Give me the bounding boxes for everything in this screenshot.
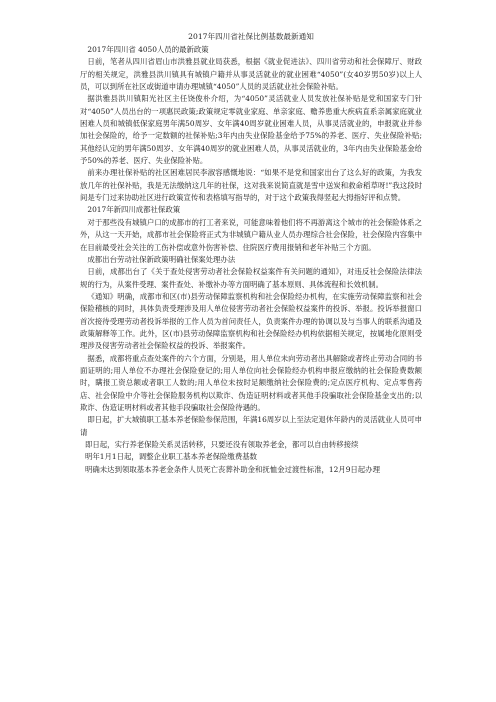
paragraph: 据悉，成都将重点查处案件的六个方面，分别是，用人单位未向劳动者出具解除或者终止劳动合同的书面证明的;用人单位不办理社会保险登记的;用人单位向社会保险经办机构申报应缴纳的社会保险费数额时，瞒报工资总额或者职工人数的;用人单位未按时足额缴纳社会保险费的;定点医疗机构、定点零售药店、社会保险中介等社会保险服务机构以欺诈、伪造证明材料或者其他手段骗取社会保险基金支出的;以欺诈、伪造证明材料或者其他手段骗取社会保险待遇的。 [80, 353, 422, 412]
paragraph: 据洪雅县洪川镇阳光社区主任饶俊朴介绍，为“4050”灵活就业人员发放社保补贴是党和国家专门针对“4050”人员出台的一项惠民政策;政策规定零就业家庭、单亲家庭、赡养患重大疾病直系亲属家庭就业困难人员和城镇低保家庭男年满50周岁、女年满40周岁就业困难人员，从事灵活就业的，申报就业并参加社会保险的，给予一定数额的社保补贴;3年内由失业保险基金给予75%的养老、医疗、失业保险补贴;其他经认定的男年满50周岁、女年满40周岁的就业困难人员，从事灵活就业的，3年内由失业保险基金给予50%的养老、医疗、失业保险补贴。 [80, 94, 422, 166]
paragraph: 即日起，实行养老保险关系灵活转移，只要还没有领取养老金，都可以自由转移接续 [85, 440, 359, 449]
section-heading: 2017年新四川成都社保政策 [87, 205, 181, 215]
paragraph: 日前，笔者从四川省眉山市洪雅县就业局获悉，根据《就业促进法》、四川省劳动和社会保障厅、财政厅的相关规定，洪雅县洪川镇具有城镇户籍并从事灵活就业的就业困难“4050”(女40岁男50岁)以上人员，可以到所在社区或街道申请办理城镇“4050”人员的灵活就业社会保险补贴。 [80, 57, 422, 92]
paragraph: 明确未达到领取基本养老金条件人员死亡丧葬补助金和抚恤金过渡性标准，12月9日起办理 [85, 464, 380, 474]
paragraph: 《通知》明确，成都市和区(市)县劳动保障监察机构和社会保险经办机构，在实施劳动保障监察和社会保险稽核的同时，具体负责受理涉及用人单位侵害劳动者社会保险权益案件的投诉、举报。投诉举报窗口首次接待受理劳动者投诉举报的工作人员为首问责任人，负责案件办理的协调以及与当事人的联系沟通及政策解释等工作。此外，区(市)县劳动保障监察机构和社会保险经办机构依据相关规定，按属地化原则受理涉及侵害劳动者社会保险权益的投诉、举报案件。 [80, 291, 422, 351]
paragraph: 明年1月1日起，调整企业职工基本养老保险缴费基数 [85, 452, 258, 462]
section-heading: 2017年四川省 4050人员的最新政策 [87, 45, 209, 54]
paragraph: 即日起，扩大城镇职工基本养老保险参保范围，年满16周岁以上至法定退休年龄内的灵活就业人员可申请 [80, 415, 422, 437]
section-heading: 成都出台劳动社保新政策明确社保案处理办法 [87, 254, 236, 264]
paragraph: 日前，成都出台了《关于查处侵害劳动者社会保险权益案件有关问题的通知》，对违反社会保险法律法规的行为，从案件受理、案件查处、补缴补办等方面明确了基本原则、具体流程和长效机制。 [80, 267, 422, 289]
paragraph: 前来办理社保补贴的社区困难居民李淑容感慨地说：“如果不是党和国家出台了这么好的政策，为我发放几年的社保补贴，我是无法缴纳这几年的社保，这对我来说简直就是雪中送炭和救命稻草呀!”我这段时间是专门过来协助社区进行政策宣传和表格填写指导的，对于这个政策我得竖起大拇指好评和点赞。 [80, 168, 422, 203]
document-title: 2017年四川省社保比例基数最新通知 [188, 32, 314, 41]
paragraph: 对于那些没有城镇户口的成都市的打工者来说，可能意味着他们将不再游离这个城市的社会保险体系之外，从这一天开始，成都市社会保险将正式为非城镇户籍从业人员办理综合社会保险，社会保险内容集中在目前最受社会关注的工伤补偿或意外伤害补偿、住院医疗费用报销和老年补贴三个方面。 [80, 217, 422, 252]
